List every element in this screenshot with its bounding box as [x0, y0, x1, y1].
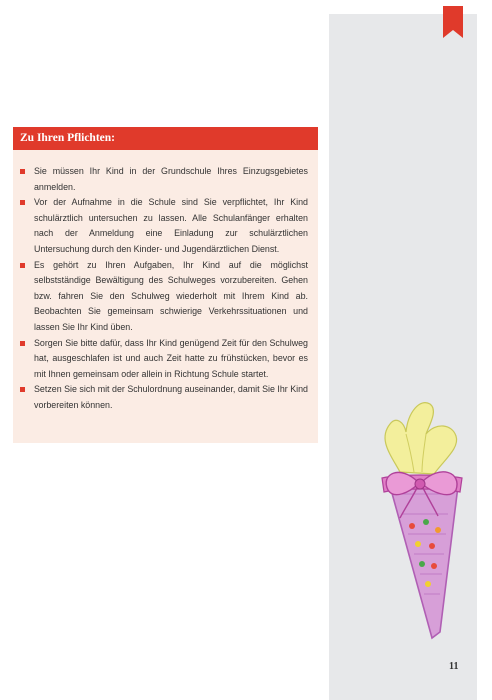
list-item-text: Vor der Aufnahme in die Schule sind Sie verpflichtet, Ihr Kind schulärztlich untersuchen zu lassen. Alle Schulanfänger erhalten nach der Anmeldung eine Einladung zur schulärztlichen Untersuchung durch den Kinder- und Jugendärztlichen Dienst.: [34, 197, 308, 254]
duties-list: [13, 164, 318, 414]
list-item-text: Setzen Sie sich mit der Schulordnung auseinander, damit Sie Ihr Kind vorbereiten können.: [34, 384, 308, 410]
bullet-icon: [20, 200, 25, 205]
list-item-text: Sie müssen Ihr Kind in der Grundschule Ihres Einzugsgebietes anmelden.: [34, 166, 308, 192]
bullet-icon: [20, 387, 25, 392]
page-number: 11: [449, 661, 459, 672]
duties-box: [13, 127, 318, 443]
bookmark-icon: [443, 6, 463, 38]
bullet-icon: [20, 169, 25, 174]
school-cone-drawing: [360, 394, 472, 644]
duties-box-title: Zu Ihren Pflichten:: [13, 127, 318, 150]
list-item: [13, 164, 318, 195]
list-item: [13, 195, 318, 257]
list-item-text: Sorgen Sie bitte dafür, dass Ihr Kind genügend Zeit für den Schulweg hat, ausgeschlafen ist und auch Zeit hatte zu frühstücken, bevor es mit Ihnen gemeinsam oder allein in Richtung Schule startet.: [34, 337, 308, 379]
list-item: [13, 382, 318, 413]
list-item-text: Es gehört zu Ihren Aufgaben, Ihr Kind auf die möglichst selbstständige Bewältigung des Schulweges vorzubereiten. Gehen bzw. fahren Sie den Schulweg wiederholt mit Ihrem Kind ab. Beobachten Sie gemeinsam schwierige Verkehrssituationen und lassen Sie Ihr Kind üben.: [34, 259, 308, 332]
list-item: [13, 258, 318, 336]
bullet-icon: [20, 263, 25, 268]
list-item: [13, 336, 318, 383]
bullet-icon: [20, 341, 25, 346]
